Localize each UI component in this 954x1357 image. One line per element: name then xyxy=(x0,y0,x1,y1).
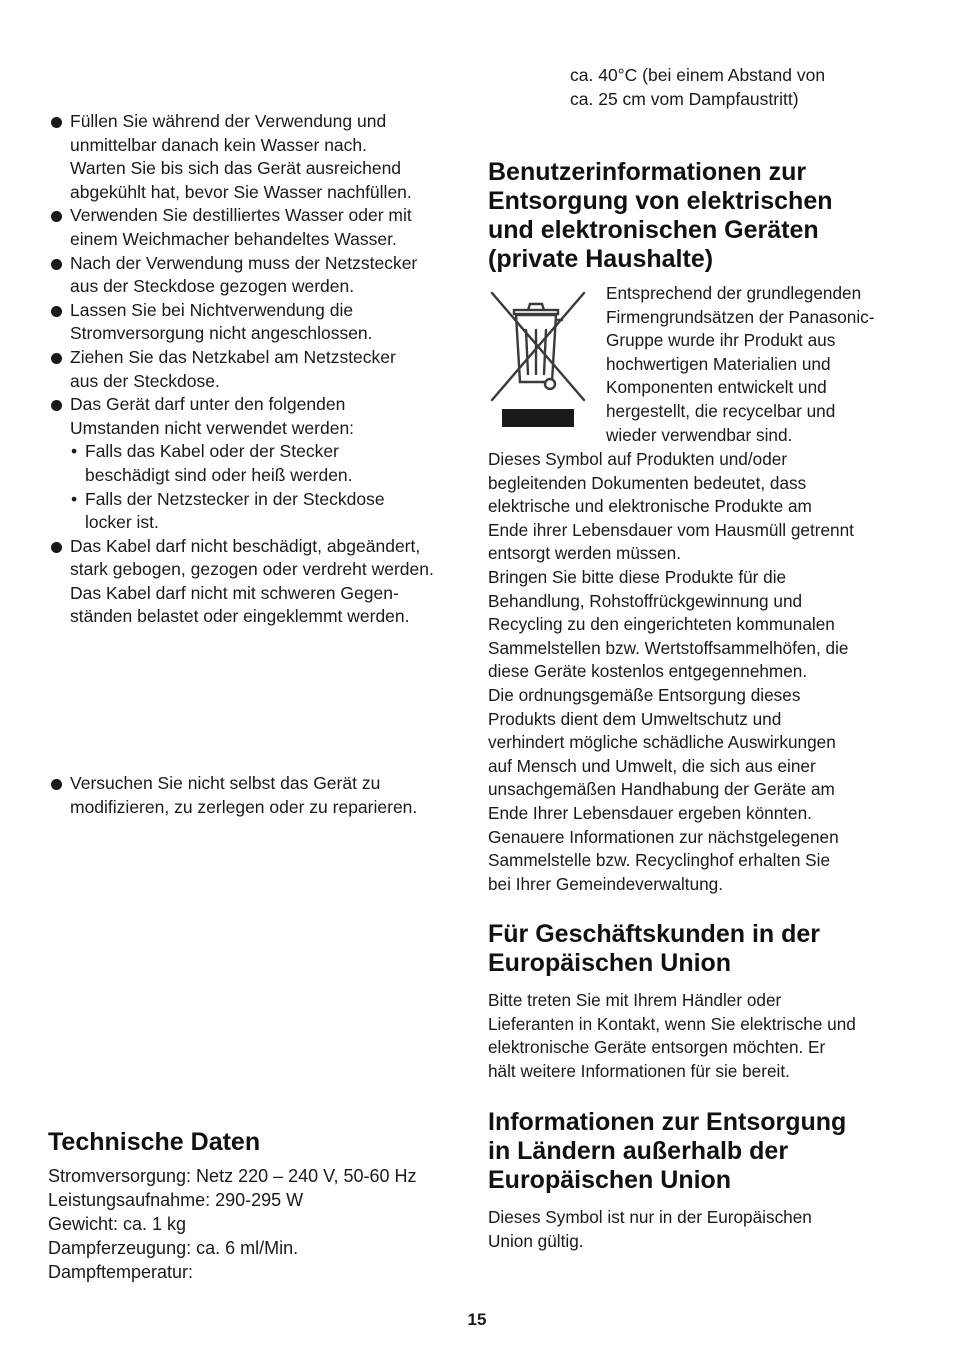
sub-bullet-item: • Falls das Kabel oder der Stecker beschädigt sind oder heiß werden. xyxy=(70,440,458,487)
business-customers-heading: Für Geschäftskunden in der Europäischen Union xyxy=(488,920,821,977)
tech-line: Dampferzeugung: ca. 6 ml/Min. xyxy=(48,1238,299,1258)
bullet-item: Füllen Sie während der Verwendung und unmittelbar danach kein Wasser nach. Warten Sie bis sich das Gerät ausreichend abgekühlt hat, bevor Sie Wasser nachfüllen. xyxy=(48,110,458,204)
weee-intro-text: Entsprechend der grundlegenden Firmengrundsätzen der Panasonic- Gruppe wurde ihr Produkt aus hochwertigen Materialien und Komponenten entwickelt und hergestellt, die recycelbar und wieder verwendbar sind. xyxy=(606,283,875,445)
technical-data-heading: Technische Daten xyxy=(48,1128,261,1156)
bullet-item: Versuchen Sie nicht selbst das Gerät zu modifizieren, zu zerlegen oder zu reparieren. xyxy=(48,772,458,819)
bullet-item: Ziehen Sie das Netzkabel am Netzstecker aus der Steckdose. xyxy=(48,346,458,393)
tech-line: Dampftemperatur: xyxy=(48,1262,194,1282)
sub-bullet-item: • Falls der Netzstecker in der Steckdose locker ist. xyxy=(70,488,458,535)
business-customers-paragraph: Bitte treten Sie mit Ihrem Händler oder Lieferanten in Kontakt, wenn Sie elektrische und elektronische Geräte entsorgen möchten. Er hält weitere Informationen für sie bereit. xyxy=(488,990,856,1081)
outside-eu-heading: Informationen zur Entsorgung in Ländern außerhalb der Europäischen Union xyxy=(488,1108,847,1194)
steam-temperature-value: ca. 40°C (bei einem Abstand von ca. 25 cm vom Dampfaustritt) xyxy=(570,65,826,109)
tech-line: Stromversorgung: Netz 220 – 240 V, 50-60 Hz xyxy=(48,1166,417,1186)
disposal-heading: Benutzerinformationen zur Entsorgung von elektrischen und elektronischen Geräten (private Haushalte) xyxy=(488,158,833,273)
bullet-item: Lassen Sie bei Nichtverwendung die Stromversorgung nicht angeschlossen. xyxy=(48,299,458,346)
technical-data-list xyxy=(48,1164,458,1284)
bullet-item: Das Gerät darf unter den folgenden Umstanden nicht verwendet werden: • Falls das Kabel oder der Stecker beschädigt sind oder heiß werden. • Falls der Netzstecker in der Steckdose locker ist. xyxy=(48,393,458,535)
bullet-item: Das Kabel darf nicht beschädigt, abgeändert, stark gebogen, gezogen oder verdreht werden. Das Kabel darf nicht mit schweren Gegen- ständen belastet oder eingeklemmt werden. xyxy=(48,535,458,629)
tech-line: Gewicht: ca. 1 kg xyxy=(48,1214,187,1234)
crossed-out-wheelie-bin-icon xyxy=(488,290,588,430)
tech-line: Leistungsaufnahme: 290-295 W xyxy=(48,1190,304,1210)
bullet-item: Verwenden Sie destilliertes Wasser oder mit einem Weichmacher behandeltes Wasser. xyxy=(48,204,458,251)
sub-bullet-list xyxy=(70,440,458,534)
safety-bullet-list xyxy=(48,110,458,629)
page-number: 15 xyxy=(467,1310,487,1329)
disposal-paragraph: Dieses Symbol auf Produkten und/oder begleitenden Dokumenten bedeutet, dass elektrische und elektronische Produkte am Ende ihrer Lebensdauer vom Hausmüll getrennt entsorgt werden müssen. Bringen Sie bitte diese Produkte für die Behandlung, Rohstoffrückgewinnung und Recycling zu den eingerichteten kommunalen Sammelstellen bzw. Wertstoffsammelhöfen, die diese Geräte kostenlos entgegennehmen. Die ordnungsgemäße Entsorgung dieses Produkts dient dem Umweltschutz und verhindert mögliche schädliche Auswirkungen auf Mensch und Umwelt, die sich aus einer unsachgemäßen Handhabung der Geräte am Ende Ihrer Lebensdauer ergeben könnten. Genauere Informationen zur nächstgelegenen Sammelstelle bzw. Recyclinghof erhalten Sie bei Ihrer Gemeindeverwaltung. xyxy=(488,449,854,894)
repair-bullet-list xyxy=(48,772,458,819)
bullet-item: Nach der Verwendung muss der Netzstecker aus der Steckdose gezogen werden. xyxy=(48,252,458,299)
outside-eu-paragraph: Dieses Symbol ist nur in der Europäischen Union gültig. xyxy=(488,1207,812,1251)
